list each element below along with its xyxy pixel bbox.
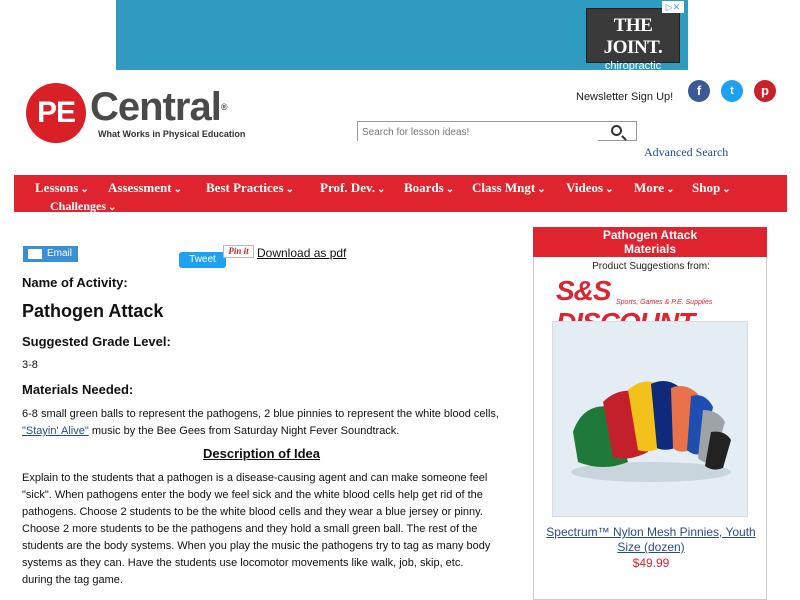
nav-challenges[interactable]: [50, 200, 116, 214]
site-logo[interactable]: [26, 83, 256, 143]
download-pdf-link[interactable]: Download as pdf: [257, 246, 347, 260]
activity-title: Pathogen Attack: [22, 301, 164, 321]
product-suggestions-label: Product Suggestions from:: [592, 261, 710, 272]
materials-rest: music by the Bee Gees from Saturday Night Fever Soundtrack.: [88, 425, 400, 437]
name-of-activity-label: Name of Activity:: [22, 275, 128, 290]
ss-discount-logo[interactable]: [556, 275, 750, 311]
chevron-down-icon: ⌄: [108, 202, 117, 213]
ad-close-icon[interactable]: ▷✕: [662, 1, 684, 13]
grade-level-label: Suggested Grade Level:: [22, 334, 171, 349]
logo-registered: ®: [220, 102, 227, 112]
logo-wordmark: [90, 85, 226, 129]
materials-text: [22, 406, 512, 440]
nav-videos-label: Videos: [566, 180, 604, 195]
nav-prof-dev-label: Prof. Dev.: [320, 180, 375, 195]
nav-assessment[interactable]: [108, 180, 182, 196]
logo-tagline: What Works in Physical Education: [98, 129, 246, 139]
search-input[interactable]: [358, 124, 598, 142]
grade-level-value: 3-8: [22, 359, 38, 371]
search-icon[interactable]: [611, 125, 622, 136]
product-name-link[interactable]: Spectrum™ Nylon Mesh Pinnies, Youth Size (dozen): [546, 525, 756, 554]
materials-label: Materials Needed:: [22, 382, 134, 397]
ad-logo-line1: THE JOINT.: [603, 15, 663, 58]
sidebar-heading-line2: Materials: [623, 242, 677, 256]
pinterest-icon[interactable]: p: [754, 80, 776, 102]
description-text: Explain to the students that a pathogen is a disease-causing agent and can make someone feel "sick". When pathogens enter the body we feel sick and the white blood cells help get rid of the pathogens. Choose 2 students to be the white blood cells and they wear a blue jersey or pinny. Choose 2 more students to be the pathogens and they hold a small green ball. The rest of the students are the body systems. When you play the music the pathogens try to tag as many body systems as they can. Have the students use locomotor movements like walk, job, skip, etc. during the tag game.: [22, 472, 491, 586]
tweet-button[interactable]: Tweet: [179, 252, 226, 268]
chevron-down-icon: ⌄: [377, 184, 386, 195]
ss-brand-sub: Sports, Games & P.E. Supplies: [616, 299, 713, 306]
chevron-down-icon: ⌄: [605, 184, 614, 195]
nav-more-label: More: [634, 180, 665, 195]
chevron-down-icon: ⌄: [445, 184, 455, 195]
facebook-icon[interactable]: f: [688, 80, 710, 102]
product-image[interactable]: [552, 321, 748, 517]
ad-banner[interactable]: [116, 0, 688, 70]
nav-class-mngt-label: Class Mngt: [472, 180, 536, 195]
nav-prof-dev[interactable]: [320, 180, 385, 196]
nav-class-mngt[interactable]: [472, 180, 546, 196]
product-price: $49.99: [632, 556, 670, 570]
nav-boards[interactable]: [404, 180, 454, 196]
description-heading: Description of Idea: [203, 446, 321, 461]
nav-best-practices[interactable]: [206, 180, 294, 196]
nav-assessment-label: Assessment: [108, 180, 172, 195]
ad-logo-line2: chiropractic: [604, 60, 662, 72]
sidebar-heading: [533, 227, 767, 257]
pinnies-illustration: [553, 322, 748, 517]
email-share-button[interactable]: Email: [23, 246, 78, 262]
nav-lessons-label: Lessons: [35, 180, 79, 195]
nav-shop[interactable]: [692, 180, 731, 196]
sidebar-heading-line1: Pathogen Attack: [602, 228, 698, 242]
logo-word: Central: [90, 85, 221, 129]
nav-challenges-label: Challenges: [50, 199, 107, 213]
nav-best-practices-label: Best Practices: [206, 180, 284, 195]
chevron-down-icon: ⌄: [285, 184, 294, 195]
chevron-down-icon: ⌄: [173, 184, 182, 195]
nav-lessons[interactable]: [35, 180, 89, 196]
twitter-icon[interactable]: t: [721, 80, 743, 102]
pinit-button[interactable]: Pin it: [223, 245, 254, 258]
chevron-down-icon: ⌄: [537, 184, 546, 195]
stayin-alive-link[interactable]: "Stayin' Alive": [22, 425, 89, 437]
search-box: [357, 121, 637, 141]
nav-shop-label: Shop: [692, 180, 721, 195]
nav-videos[interactable]: [566, 180, 613, 196]
chevron-down-icon: ⌄: [722, 184, 731, 195]
advanced-search-link[interactable]: Advanced Search: [644, 145, 729, 159]
chevron-down-icon: ⌄: [666, 184, 675, 195]
nav-more[interactable]: [634, 180, 674, 196]
nav-boards-label: Boards: [404, 180, 444, 195]
logo-pe-circle: PE: [26, 83, 86, 143]
sidebar-materials: [533, 257, 767, 600]
chevron-down-icon: ⌄: [80, 184, 89, 195]
newsletter-link[interactable]: Newsletter Sign Up!: [576, 91, 674, 103]
materials-list: 6-8 small green balls to represent the pathogens, 2 blue pinnies to represent the white blood cells,: [22, 408, 499, 420]
ss-brand: S&S: [556, 275, 611, 306]
main-nav: [14, 175, 787, 212]
ad-logo[interactable]: [586, 8, 680, 72]
